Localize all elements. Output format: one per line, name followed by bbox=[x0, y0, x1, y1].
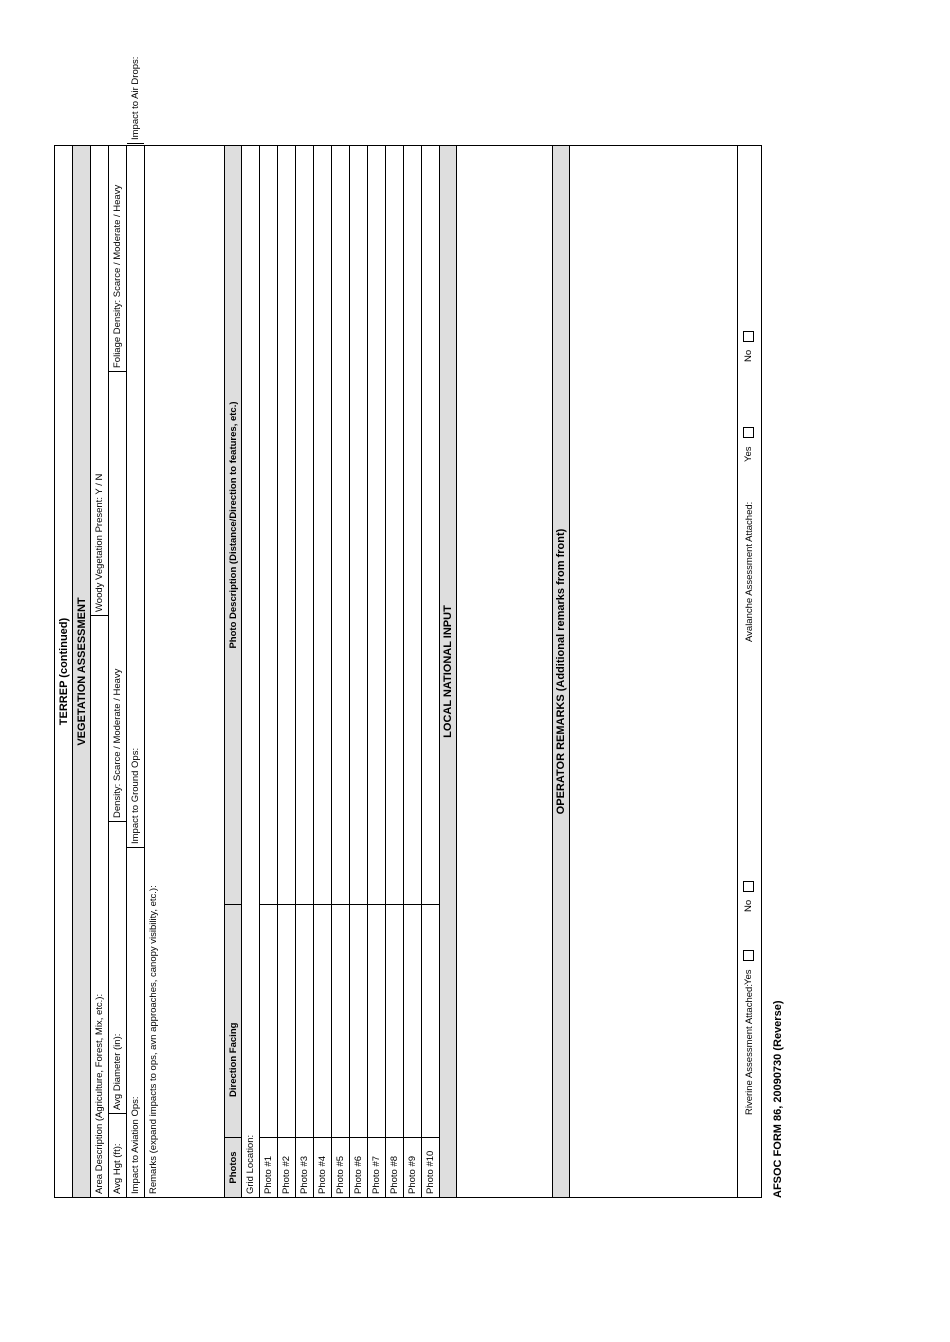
density-field[interactable]: Density: Scarce / Moderate / Heavy bbox=[109, 371, 126, 821]
avalanche-no-checkbox[interactable] bbox=[743, 331, 754, 342]
foliage-density-field[interactable]: Foliage Density: Scarce / Moderate / Heavy bbox=[112, 184, 123, 368]
direction-facing-header: Direction Facing bbox=[225, 904, 241, 1137]
local-national-input-area[interactable] bbox=[457, 146, 553, 1197]
photo-direction-field[interactable] bbox=[386, 904, 403, 1137]
photo-description-field[interactable] bbox=[404, 146, 421, 904]
photo-direction-field[interactable] bbox=[314, 904, 331, 1137]
operator-remarks-header-row bbox=[553, 146, 570, 1197]
avalanche-yes bbox=[743, 428, 754, 463]
local-national-title: LOCAL NATIONAL INPUT bbox=[442, 605, 454, 738]
photo-row bbox=[368, 146, 386, 1197]
terrep-form bbox=[54, 56, 762, 1198]
section-title: TERREP (continued) bbox=[57, 617, 70, 726]
photo-label: Photo #8 bbox=[386, 1137, 403, 1197]
riverine-no bbox=[743, 881, 754, 912]
photo-description-header: Photo Description (Distance/Direction to features, etc.) bbox=[227, 401, 239, 649]
rotated-form-page bbox=[54, 56, 852, 1198]
photo-row bbox=[350, 146, 368, 1197]
photo-row bbox=[296, 146, 314, 1197]
photo-description-field[interactable] bbox=[368, 146, 385, 904]
photo-description-field[interactable] bbox=[314, 146, 331, 904]
riverine-no-checkbox[interactable] bbox=[743, 881, 754, 892]
impact-row bbox=[127, 56, 145, 1197]
photo-description-field[interactable] bbox=[386, 146, 403, 904]
photo-label: Photo #6 bbox=[350, 1137, 367, 1197]
photos-header-row bbox=[225, 146, 242, 1197]
avg-diameter-field[interactable]: Avg Diameter (in): bbox=[109, 821, 126, 1113]
local-national-header-row bbox=[440, 146, 457, 1197]
photo-label: Photo #3 bbox=[296, 1137, 313, 1197]
area-description-row bbox=[91, 146, 109, 1197]
photo-direction-field[interactable] bbox=[404, 904, 421, 1137]
photo-label: Photo #9 bbox=[404, 1137, 421, 1197]
photos-header: Photos bbox=[225, 1137, 241, 1197]
photo-description-field[interactable] bbox=[278, 146, 295, 904]
photo-row bbox=[278, 146, 296, 1197]
woody-vegetation-field[interactable]: Woody Vegetation Present: Y / N bbox=[94, 473, 105, 612]
riverine-yes-label: Yes bbox=[743, 969, 755, 985]
photo-label: Photo #10 bbox=[422, 1137, 439, 1197]
avalanche-yes-label: Yes bbox=[743, 446, 755, 462]
photo-label: Photo #7 bbox=[368, 1137, 385, 1197]
grid-location-field[interactable]: Grid Location: bbox=[245, 1134, 256, 1194]
photo-direction-field[interactable] bbox=[296, 904, 313, 1137]
avg-hgt-field[interactable]: Avg Hgt (ft): bbox=[109, 1113, 126, 1197]
photo-row bbox=[314, 146, 332, 1197]
form-footer: AFSOC FORM 86, 20090730 (Reverse) bbox=[772, 1000, 784, 1198]
avalanche-no bbox=[743, 331, 754, 362]
impact-aviation-field[interactable]: Impact to Aviation Ops: bbox=[127, 847, 144, 1197]
photo-direction-field[interactable] bbox=[368, 904, 385, 1137]
photo-direction-field[interactable] bbox=[422, 904, 439, 1137]
riverine-label: Riverine Assessment Attached: bbox=[744, 984, 755, 1115]
vegetation-title-row bbox=[73, 146, 91, 1197]
vegetation-title: VEGETATION ASSESSMENT bbox=[75, 597, 88, 746]
remarks-field[interactable]: Remarks (expand impacts to ops, avn approaches, canopy visibility, etc.): bbox=[148, 885, 159, 1194]
photo-direction-field[interactable] bbox=[278, 904, 295, 1137]
photo-description-field[interactable] bbox=[296, 146, 313, 904]
riverine-yes bbox=[743, 951, 754, 986]
avalanche-label: Avalanche Assessment Attached: bbox=[744, 501, 755, 642]
attachments-row bbox=[738, 146, 761, 1197]
impact-air-drops-field[interactable]: Impact to Air Drops: bbox=[130, 56, 141, 140]
photo-description-field[interactable] bbox=[422, 146, 439, 904]
terrep-title-row bbox=[55, 146, 73, 1197]
height-density-row bbox=[109, 146, 127, 1197]
photo-direction-field[interactable] bbox=[260, 904, 277, 1137]
impact-ground-field[interactable]: Impact to Ground Ops: bbox=[127, 143, 144, 847]
riverine-yes-checkbox[interactable] bbox=[743, 951, 754, 962]
photo-row bbox=[260, 146, 278, 1197]
photo-row bbox=[386, 146, 404, 1197]
photo-description-field[interactable] bbox=[260, 146, 277, 904]
operator-remarks-area[interactable] bbox=[570, 146, 738, 1197]
photo-description-field[interactable] bbox=[332, 146, 349, 904]
photo-row bbox=[422, 146, 440, 1197]
photo-direction-field[interactable] bbox=[350, 904, 367, 1137]
photo-direction-field[interactable] bbox=[332, 904, 349, 1137]
area-description-field[interactable]: Area Description (Agriculture, Forest, Mix, etc.): bbox=[91, 615, 108, 1197]
photo-row bbox=[404, 146, 422, 1197]
photo-row bbox=[332, 146, 350, 1197]
photo-label: Photo #1 bbox=[260, 1137, 277, 1197]
remarks-row bbox=[145, 146, 225, 1197]
riverine-no-label: No bbox=[743, 899, 755, 912]
photo-description-field[interactable] bbox=[350, 146, 367, 904]
photo-label: Photo #5 bbox=[332, 1137, 349, 1197]
operator-remarks-title: OPERATOR REMARKS (Additional remarks from front) bbox=[555, 528, 567, 815]
avalanche-no-label: No bbox=[743, 349, 755, 362]
photo-label: Photo #2 bbox=[278, 1137, 295, 1197]
grid-location-row bbox=[242, 146, 260, 1197]
photo-label: Photo #4 bbox=[314, 1137, 331, 1197]
avalanche-yes-checkbox[interactable] bbox=[743, 428, 754, 439]
